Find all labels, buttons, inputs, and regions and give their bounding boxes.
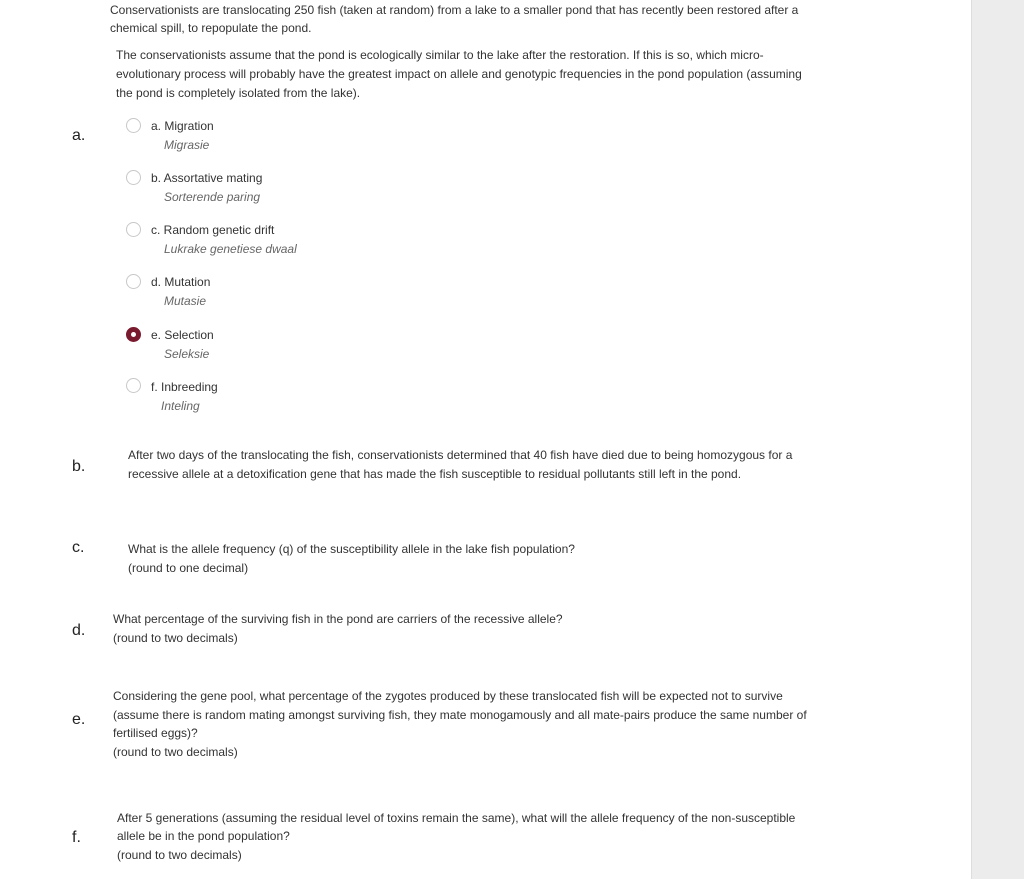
option-f-translation: Inteling <box>161 399 200 413</box>
intro-text-line1: Conservationists are translocating 250 fish (taken at random) from a lake to a smaller pond that has recently been restored after a <box>110 3 799 17</box>
question-f-letter: f. <box>72 829 81 846</box>
option-b-label[interactable]: b. Assortative mating <box>151 171 263 185</box>
option-c-label[interactable]: c. Random genetic drift <box>151 223 275 237</box>
option-b-translation: Sorterende paring <box>164 190 261 204</box>
question-e-text-line2: (assume there is random mating amongst surviving fish, they mate monogamously and all mate-pairs produce the same number of <box>113 708 807 722</box>
question-e-letter: e. <box>72 711 86 728</box>
option-d-label[interactable]: d. Mutation <box>151 275 211 289</box>
option-f-label[interactable]: f. Inbreeding <box>151 380 218 394</box>
question-b-letter: b. <box>72 458 86 475</box>
option-d-radio[interactable] <box>126 274 141 289</box>
intro-text-line2: chemical spill, to repopulate the pond. <box>110 21 312 35</box>
question-a-text-line1: The conservationists assume that the pond is ecologically similar to the lake after the restoration. If this is so, which micro- <box>116 48 764 62</box>
question-f-text-line1: After 5 generations (assuming the residual level of toxins remain the same), what will the allele frequency of the non-susceptible <box>117 811 796 825</box>
option-e-radio[interactable] <box>126 327 141 342</box>
option-c-radio[interactable] <box>126 222 141 237</box>
question-b-text-line2: recessive allele at a detoxification gene that has made the fish susceptible to residual pollutants still left in the pond. <box>128 467 742 481</box>
question-a-text-line3: the pond is completely isolated from the lake). <box>116 86 361 100</box>
question-e-text-line1: Considering the gene pool, what percentage of the zygotes produced by these translocated fish will be expected not to survive <box>113 689 783 703</box>
option-e-translation: Seleksie <box>164 347 210 361</box>
question-e-text-line3: fertilised eggs)? <box>113 726 198 740</box>
question-a-text-line2: evolutionary process will probably have the greatest impact on allele and genotypic frequencies in the pond population (assuming <box>116 67 802 81</box>
question-c-letter: c. <box>72 539 85 556</box>
question-c-text-line2: (round to one decimal) <box>128 561 249 575</box>
question-b-text-line1: After two days of the translocating the fish, conservationists determined that 40 fish have died due to being homozygous for a <box>128 448 793 462</box>
question-d-text-line2: (round to two decimals) <box>113 631 238 645</box>
option-a-radio[interactable] <box>126 118 141 133</box>
option-c-translation: Lukrake genetiese dwaal <box>164 242 297 256</box>
option-a-label[interactable]: a. Migration <box>151 119 214 133</box>
question-c-text-line1: What is the allele frequency (q) of the susceptibility allele in the lake fish population? <box>128 542 575 556</box>
option-b-radio[interactable] <box>126 170 141 185</box>
option-e-label[interactable]: e. Selection <box>151 328 214 342</box>
option-a-translation: Migrasie <box>164 138 210 152</box>
question-d-text-line1: What percentage of the surviving fish in the pond are carriers of the recessive allele? <box>113 612 563 626</box>
question-d-letter: d. <box>72 622 86 639</box>
question-e-text-line4: (round to two decimals) <box>113 745 238 759</box>
option-d-translation: Mutasie <box>164 294 207 308</box>
question-f-text-line2: allele be in the pond population? <box>117 829 290 843</box>
question-f-text-line3: (round to two decimals) <box>117 848 242 862</box>
option-f-radio[interactable] <box>126 378 141 393</box>
right-sidebar <box>971 0 1024 879</box>
question-a-letter: a. <box>72 127 86 144</box>
